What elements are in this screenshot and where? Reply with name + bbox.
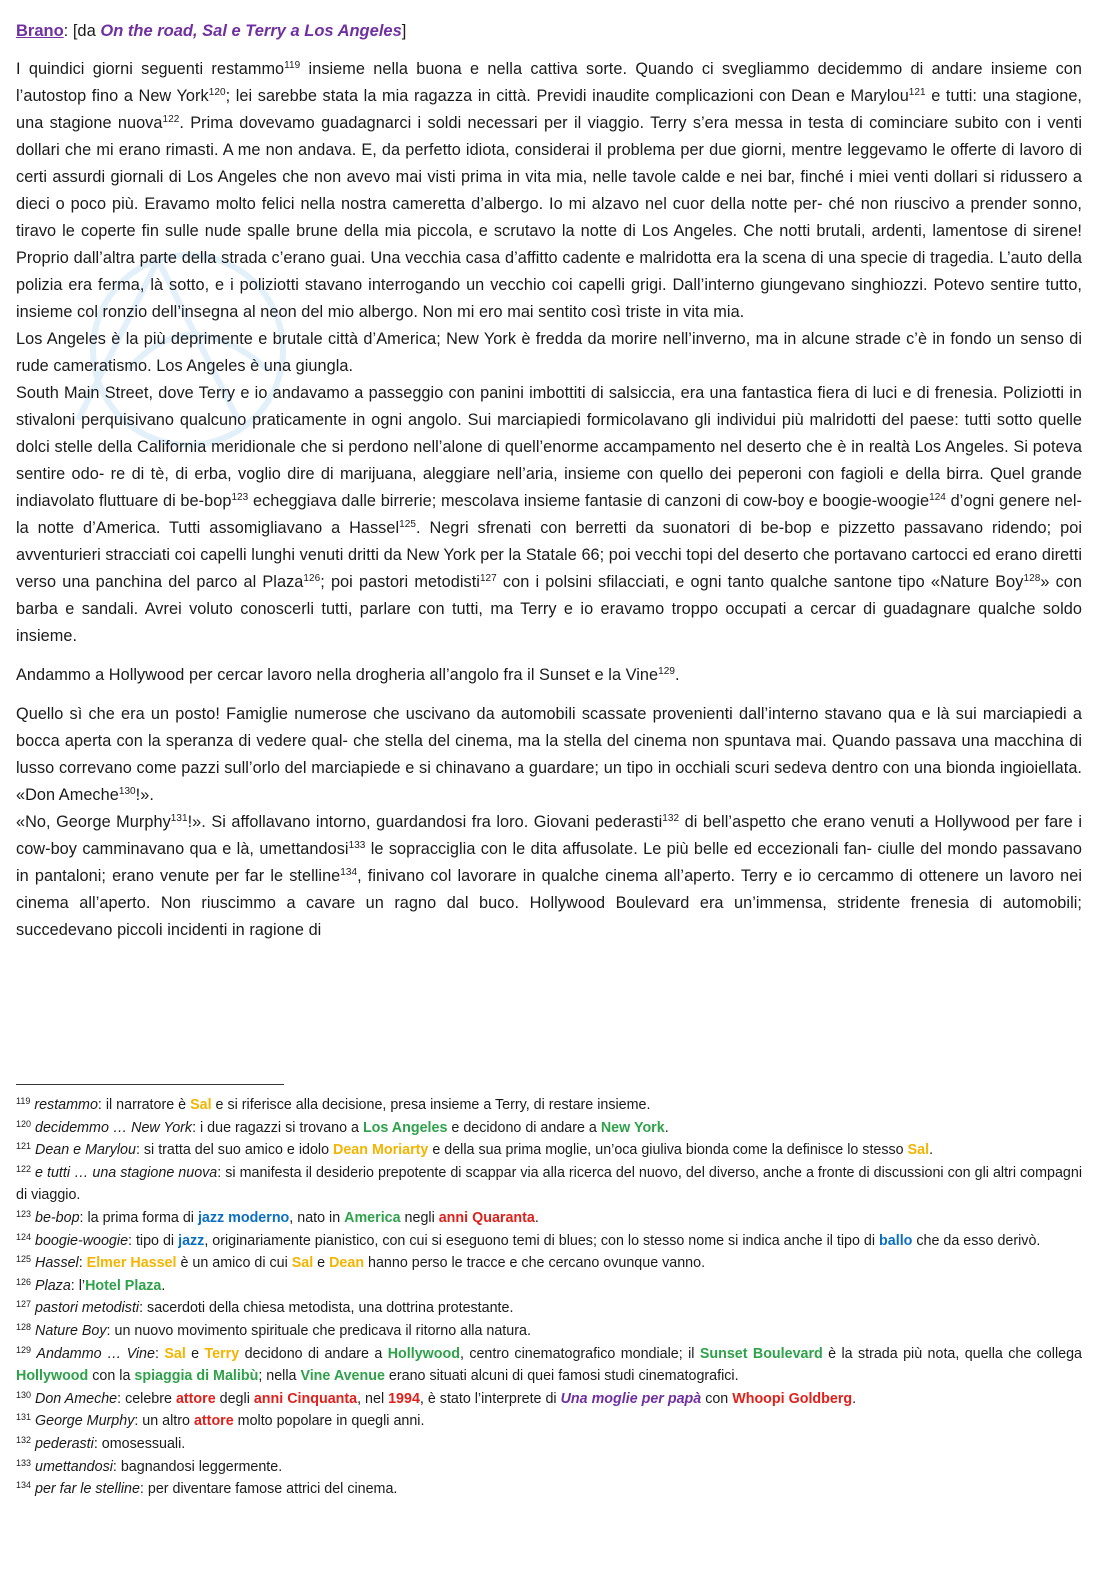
footnote-text: , è stato l’interprete di [419, 1390, 561, 1407]
footnote-number: 125 [16, 1254, 32, 1265]
footnote-text: e [185, 1345, 205, 1362]
highlight: spiaggia di Malibù [134, 1368, 259, 1385]
text-run: Andammo a Hollywood per cercar lavoro nella drogheria all’angolo fra il Sunset e la Vine [16, 666, 659, 684]
footnote-ref: 131 [170, 813, 188, 824]
highlight: Hollywood [387, 1345, 460, 1362]
footnote-ref: 134 [340, 867, 358, 878]
header-sep: , [192, 22, 203, 40]
footnote-term: Plaza [35, 1277, 71, 1294]
footnote-ref: 120 [208, 87, 226, 98]
footnote-number: 131 [16, 1412, 32, 1423]
footnote-term: umettandosi [35, 1458, 113, 1475]
highlight: Sunset Boulevard [699, 1345, 823, 1362]
text-run: «No, George Murphy [16, 813, 171, 831]
footnote-text: : l’ [70, 1277, 86, 1294]
footnotes [16, 1094, 1082, 1501]
footnote-text: molto popolare in quegli anni. [233, 1413, 425, 1430]
footnote-ref: 124 [929, 492, 946, 503]
footnote-term: Andammo … Vine [36, 1345, 155, 1362]
text-run: !». [135, 786, 154, 804]
footnote-term: pederasti [35, 1435, 94, 1452]
footnote-ref: 132 [662, 813, 680, 824]
footnote-number: 121 [16, 1141, 32, 1152]
footnote-text: : un altro [134, 1413, 194, 1430]
text-run: South Main Street, dove Terry e io andavamo a passeggio con panini imbottiti di salsiccia, era una fantastica fiera di luci e di frenesia. Poliziotti in stivaloni perquisivano qualcuno praticamente in ogni angolo. Sui marciapiedi formicolavano gli individui più malridotti del paese: tutti sotto quelle dolci stelle della California meridionale che si perdono nell’alone di quell’enorme accampamento nel deserto che è in realtà Los Angeles. Si poteva sentire odo- re di tè, di erba, voglio dire di marijuana, aleggiare nell’aria, insieme con quello dei peperoni con fagioli e della birra. Quel grande indiavolato fluttuare di be-bop [16, 384, 1082, 510]
text-run: » con barba e sandali. Avrei voluto conoscerli tutti, parlare con tutti, ma Terry e io eravamo troppo occupati a cercar di guadagnare qualche soldo insieme. [16, 573, 1082, 645]
highlight: ballo [879, 1232, 913, 1249]
footnote-ref: 125 [399, 519, 416, 530]
highlight: Whoopi Goldberg [732, 1390, 853, 1407]
highlight: Terry [204, 1345, 240, 1362]
source-title: On the road [100, 22, 193, 40]
footnote-number: 122 [16, 1163, 32, 1174]
footnote-item [16, 1162, 1082, 1207]
text-run: !». Si affollavano intorno, guardandosi fra loro. Giovani pederasti [187, 813, 663, 831]
footnote-text: , centro cinematografico mondiale; il [459, 1345, 700, 1362]
footnote-ref: 119 [284, 60, 301, 71]
footnote-text: con [701, 1390, 733, 1407]
highlight: Elmer Hassel [86, 1255, 177, 1272]
highlight: Sal [164, 1345, 186, 1362]
footnote-term: boogie-woogie [35, 1232, 129, 1249]
text-run: . Negri sfrenati con berretti da suonatori di be-bop e pizzetto passavano ridendo; poi avventurieri stracciati coi capelli lunghi venuti dritti da New York per la Statale 66; poi vecchi topi del deserto che portavano cartocci ed erano diretti verso una panchina del parco al Plaza [16, 519, 1082, 591]
text-run: insieme nella buona e nella cattiva sorte. Quando ci svegliammo decidemmo di andare insieme con l’autostop fino a New York [16, 60, 1082, 105]
document-page [16, 18, 1082, 944]
text-run: . Prima dovevamo guadagnarci i soldi necessari per il viaggio. Terry s’era messa in testa di cominciare subito con i venti dollari che mi erano rimasti. A me non andava. E, da perfetto idiota, considerai il problema per due giorni, mentre leggevamo le offerte di lavoro di certi assurdi giornali di Los Angeles che non avevo mai visti prima in vita mia, nelle tavole calde e nei bar, finché i miei venti dollari si ridussero a dieci o poco più. Eravamo molto felici nella nostra cameretta d’albergo. Io mi alzavo nel cuor della notte per- ché non riuscivo a prender sonno, tiravo le coperte fin sulle nude spalle brune della mia piccola, e scrutavo la notte di Los Angeles. Che notti brutali, ardenti, lamentose di sirene! Proprio dall’altra parte della strada c’erano guai. Una vecchia casa d’affitto cadente e malridotta era la scena di una specie di tragedia. L’auto della polizia era ferma, là sotto, e i poliziotti stavano interrogando un vecchio coi capelli grigi. Dall’interno giungevano singhiozzi. Potevo sentire tutto, insieme col ronzio dell’insegna al neon del mio albergo. Non mi ero mai sentito così triste in vita mia. [16, 114, 1083, 321]
footnote-text: , originariamente pianistico, con cui si eseguono temi di blues; con lo stesso nome si indica anche il tipo di [204, 1232, 880, 1249]
text-run: d’ogni genere nel- la notte d’America. Tutti assomigliavano a Hassel [16, 492, 1083, 537]
footnote-number: 123 [16, 1208, 32, 1219]
footnote-ref: 133 [348, 840, 366, 851]
footnote-term: George Murphy [35, 1413, 135, 1430]
source-subtitle: Sal e Terry a Los Angeles [202, 22, 402, 40]
footnote-item [16, 1478, 1082, 1501]
footnote-ref: 130 [118, 786, 136, 797]
highlight: New York [600, 1119, 665, 1136]
footnote-text: : tipo di [128, 1232, 179, 1249]
footnote-item [16, 1320, 1082, 1343]
footnote-text: : i due ragazzi si trovano a [192, 1119, 363, 1136]
highlight: Hollywood [16, 1368, 89, 1385]
highlight: Dean [329, 1255, 365, 1272]
footnote-text: hanno perso le tracce e che cercano ovunque vanno. [364, 1255, 706, 1272]
text-run: le sopracciglia con le dita affusolate. Le più belle ed eccezionali fan- ciulle del mondo passavano in pantaloni; erano venute per far le stelline [16, 840, 1082, 885]
highlight: 1994 [388, 1390, 420, 1407]
footnote-ref: 128 [1023, 573, 1041, 584]
footnote-number: 119 [16, 1096, 31, 1106]
text-run: Los Angeles è la più deprimente e brutale città d’America; New York è fredda da morire nell’inverno, ma in alcune strade c’è in fondo un senso di rude cameratismo. Los Angeles è una giungla. [16, 330, 1082, 375]
text-run: e tutti: una stagione, una stagione nuova [16, 87, 1083, 132]
paragraph [16, 56, 1082, 326]
footnote-text: e si riferisce alla decisione, presa insieme a Terry, di restare insieme. [211, 1097, 651, 1113]
footnote-text: : si tratta del suo amico e idolo [135, 1142, 334, 1159]
excerpt-header [16, 18, 1082, 44]
footnote-item [16, 1456, 1082, 1479]
footnote-text: è un amico di cui [176, 1255, 292, 1272]
footnote-item [16, 1230, 1082, 1253]
text-run: ; poi pastori metodisti [320, 573, 480, 591]
highlight: Sal [190, 1097, 212, 1113]
footnote-item [16, 1252, 1082, 1275]
footnote-text: . [161, 1277, 166, 1294]
highlight: anni Quaranta [438, 1209, 535, 1226]
footnote-term: Hassel [35, 1255, 79, 1272]
footnote-term: pastori metodisti [35, 1300, 140, 1317]
footnote-term: per far le stelline [35, 1481, 140, 1498]
footnote-number: 129 [16, 1344, 32, 1355]
footnote-ref: 129 [658, 666, 675, 677]
footnote-text: . [929, 1142, 934, 1159]
footnote-number: 127 [16, 1299, 32, 1310]
footnote-item [16, 1410, 1082, 1433]
text-run: con i polsini sfilacciati, e ogni tanto qualche santone tipo «Nature Boy [496, 573, 1024, 591]
footnote-term: Don Ameche [35, 1390, 118, 1407]
highlight: jazz [178, 1232, 205, 1249]
text-run: ; lei sarebbe stata la mia ragazza in città. Previdi inaudite complicazioni con Dean e Marylou [225, 87, 909, 105]
footnote-text: , nato in [289, 1209, 345, 1226]
footnote-ref: 126 [303, 573, 321, 584]
highlight: jazz moderno [197, 1209, 290, 1226]
footnote-text: degli [215, 1390, 254, 1407]
footnote-term: restammo [34, 1097, 98, 1113]
footnote-text: : [154, 1345, 165, 1362]
footnote-text: e della sua prima moglie, un’oca giuliva bionda come la definisce lo stesso [428, 1142, 908, 1159]
footnote-number: 120 [16, 1118, 32, 1129]
footnote-text: decidono di andare a [239, 1345, 388, 1362]
footnote-number: 124 [16, 1231, 32, 1242]
header-close: ] [401, 22, 407, 40]
paragraph [16, 701, 1082, 809]
highlight: Vine Avenue [300, 1368, 385, 1385]
footnote-text: : [78, 1255, 87, 1272]
footnote-term: Nature Boy [35, 1322, 107, 1339]
footnote-text: e decidono di andare a [447, 1119, 601, 1136]
footnote-text: : un nuovo movimento spirituale che predicava il ritorno alla natura. [106, 1322, 531, 1339]
footnote-ref: 122 [162, 114, 180, 125]
footnote-number: 132 [16, 1434, 32, 1445]
paragraph [16, 809, 1082, 944]
text-run: . [674, 666, 680, 684]
footnote-text: . [852, 1390, 857, 1407]
text-run: echeggiava dalle birrerie; mescolava insieme fantasie di canzoni di cow-boy e boogie-woogie [248, 492, 930, 510]
footnote-text: erano situati alcuni di quei famosi studi cinematografici. [384, 1368, 739, 1385]
text-run: Quello sì che era un posto! Famiglie numerose che uscivano da automobili scassate provenienti dall’interno stavano qua e là sui marciapiedi a bocca aperta con la speranza di vedere qual- che stella del cinema, ma la stella del cinema non spuntava mai. Quando passava una macchina di lusso correvano come pazzi sull’orlo del marciapiede e si chinavano a guardare; un tipo in occhiali scuri sedeva dentro con una bionda ingioiellata. «Don Ameche [16, 705, 1082, 804]
footnote-text: : si manifesta il desiderio prepotente di scappar via alla ricerca del nuovo, del diverso, anche a fronte di discussioni con gli altri compagni di viaggio. [16, 1164, 1082, 1204]
footnote-item [16, 1275, 1082, 1298]
footnote-term: Dean e Marylou [35, 1142, 136, 1159]
paragraph [16, 326, 1082, 380]
highlight: Dean Moriarty [333, 1142, 429, 1159]
highlight: Sal [291, 1255, 314, 1272]
footnote-term: decidemmo … New York [35, 1119, 193, 1136]
footnote-item [16, 1139, 1082, 1162]
footnote-number: 126 [16, 1276, 32, 1287]
footnote-text: è la strada più nota, quella che collega [822, 1345, 1082, 1362]
text-run: , finivano col lavorare in qualche cinema all’aperto. Terry e io cercammo di ottenere un lavoro nei cinema all’aperto. Non riuscimmo a cavare un ragno dal buco. Hollywood Boulevard era un’immensa, stridente frenesia di automobili; succedevano piccoli incidenti in ragione di [16, 867, 1082, 939]
footnote-text: : omosessuali. [93, 1435, 186, 1452]
footnote-text: ; nella [258, 1368, 301, 1385]
excerpt-body [16, 56, 1082, 944]
highlight: Los Angeles [362, 1119, 448, 1136]
footnote-term: be-bop [35, 1209, 80, 1226]
highlight: attore [175, 1390, 216, 1407]
highlight: America [344, 1209, 401, 1226]
footnote-text: : la prima forma di [79, 1209, 198, 1226]
footnote-text: che da esso derivò. [912, 1232, 1041, 1249]
footnote-number: 130 [16, 1389, 32, 1400]
text-run: I quindici giorni seguenti restammo [16, 60, 285, 78]
footnote-text: negli [400, 1209, 439, 1226]
footnote-text: : il narratore è [97, 1097, 191, 1113]
footnote-term: e tutti … una stagione nuova [35, 1164, 218, 1181]
footnote-number: 128 [16, 1321, 32, 1332]
footnote-item [16, 1297, 1082, 1320]
footnote-number: 134 [16, 1480, 32, 1491]
footnote-item [16, 1343, 1082, 1388]
footnote-text: , nel [357, 1390, 389, 1407]
footnote-text: : per diventare famose attrici del cinema. [139, 1481, 398, 1498]
footnote-text: : bagnandosi leggermente. [112, 1458, 283, 1475]
paragraph [16, 380, 1082, 650]
footnote-text: . [534, 1209, 539, 1226]
footnote-item [16, 1117, 1082, 1140]
header-prefix: : [da [63, 22, 101, 40]
footnote-text: e [313, 1255, 330, 1272]
footnote-number: 133 [16, 1457, 32, 1468]
footnote-text: : sacerdoti della chiesa metodista, una dottrina protestante. [139, 1300, 514, 1317]
footnote-item [16, 1094, 1082, 1117]
text-run: di bell’aspetto che erano venuti a Hollywood per fare i cow-boy camminavano qua e là, umettandosi [16, 813, 1083, 858]
footnote-item [16, 1433, 1082, 1456]
highlight: attore [193, 1413, 234, 1430]
excerpt-label: Brano [16, 22, 64, 40]
footnote-text: . [664, 1119, 669, 1136]
footnote-ref: 121 [908, 87, 926, 98]
highlight: Hotel Plaza [85, 1277, 162, 1294]
highlight: Sal [907, 1142, 930, 1159]
highlight: Una moglie per papà [560, 1390, 702, 1407]
footnote-item [16, 1388, 1082, 1411]
footnote-ref: 127 [479, 573, 497, 584]
footnote-separator [16, 1084, 284, 1085]
footnote-ref: 123 [231, 492, 249, 503]
footnote-text: con la [88, 1368, 135, 1385]
footnote-item [16, 1207, 1082, 1230]
highlight: anni Cinquanta [253, 1390, 358, 1407]
paragraph [16, 662, 1082, 689]
footnote-text: : celebre [117, 1390, 176, 1407]
